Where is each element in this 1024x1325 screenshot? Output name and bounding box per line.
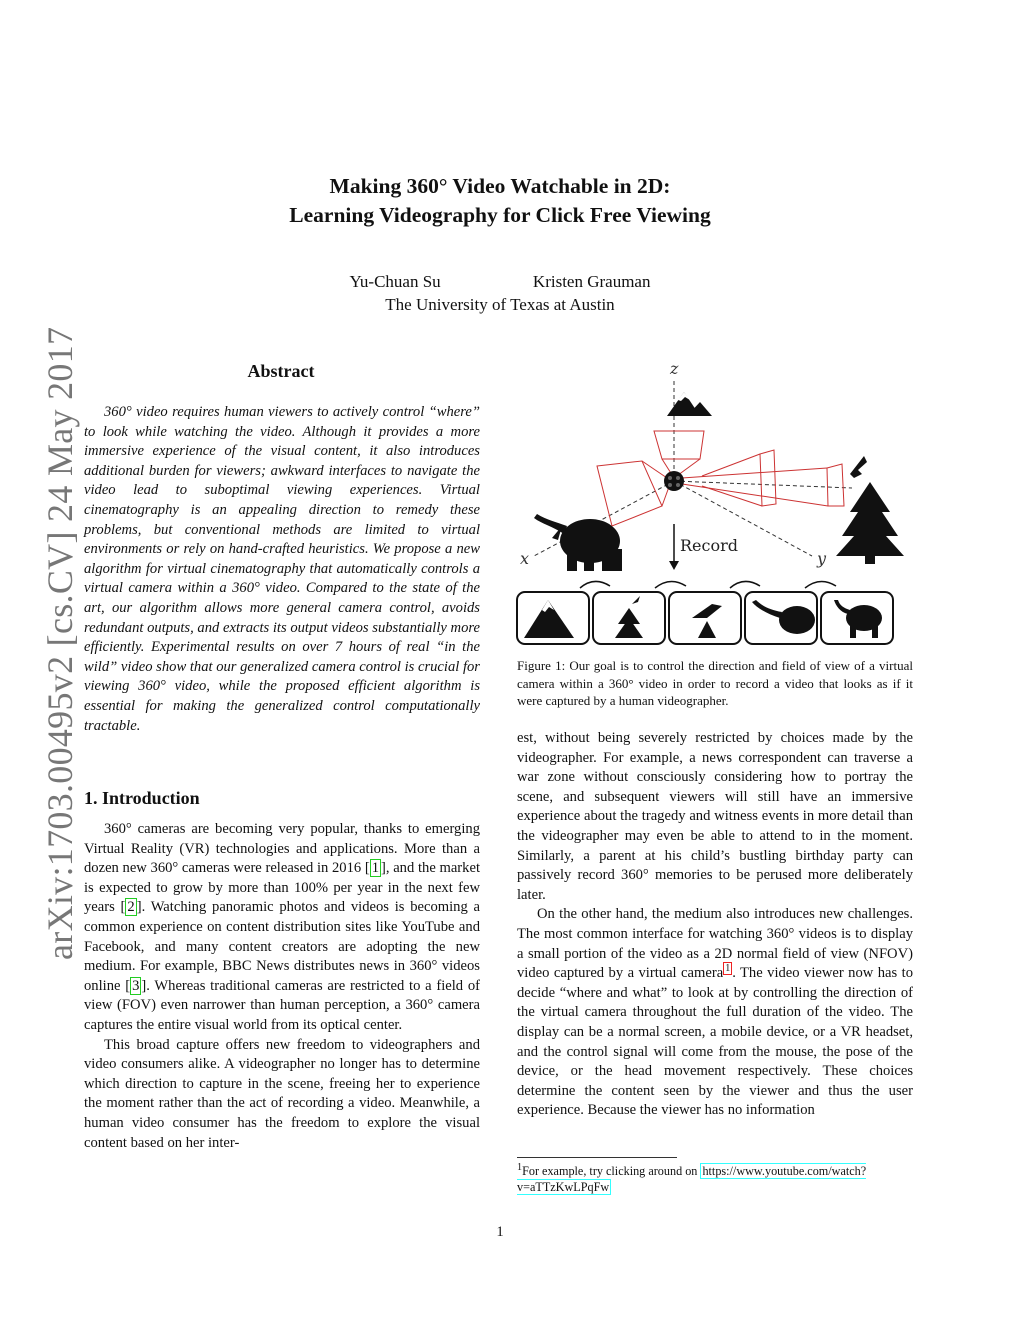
intro-paragraph-1: 360° cameras are becoming very popular, thanks to emerging Virtual Reality (VR) technologies and applications. More than a dozen new 360° cameras were released in 2016 [ 1 ], and the market is expected to grow by more than 100% per year in the next few years [ 2 ]. Watching panoramic photos and videos is becoming a common experience on content distribution sites like YouTube and Facebook, and many content creators are adopting the new medium. For example, BBC News distributes news in 360° videos online [ 3 ]. Whereas traditional cameras are restricted to a field of view (FOV) even narrower than human perception, a 360° camera captures the entire visual world from its optical center. bbox=[84, 821, 480, 1033]
camera-360-icon bbox=[664, 471, 684, 491]
figure-1-illustration bbox=[512, 356, 912, 651]
abstract-text: 360° video requires human viewers to actively control “where” to look while watching the video. Although it provides a more immersive experience of the visual content, it also introduces additional burden for viewers; awkward interfaces to navigate the video lead to suboptimal viewing experiences. Virtual cinematography is an appealing direction to remedy these problems, but conventional methods are limited to virtual environments or rely on hand-crafted heuristics. We propose a new algorithm for virtual cinematography that automatically controls a virtual camera within a 360° video. Compared to the state of the art, our algorithm allows more general camera control, avoids redundant outputs, and extracts its output videos substantially more efficiently. Experimental results on over 7 hours of real “in the wild” video show that our generalized camera control is crucial for viewing 360° video, while the proposed efficient algorithm is essential for making the generalized control computationally tractable. bbox=[84, 404, 480, 734]
abstract-heading: Abstract bbox=[247, 361, 315, 381]
author-2: Kristen Grauman bbox=[532, 272, 651, 291]
citation-link-2[interactable]: 2 bbox=[127, 899, 135, 916]
arxiv-identifier: arXiv:1703.00495v2 [cs.CV] 24 May 2017 bbox=[40, 326, 80, 960]
elephant-icon bbox=[534, 514, 622, 571]
record-label: Record bbox=[680, 536, 738, 555]
eagle-icon bbox=[850, 456, 867, 478]
title-line-1: Making 360° Video Watchable in 2D: bbox=[329, 174, 671, 198]
footnote bbox=[517, 1160, 915, 1195]
youtube-link[interactable]: https://www.youtube.com/watch?v=aTTzKwLPqFw bbox=[517, 1164, 867, 1195]
figure-1-caption: Figure 1: Our goal is to control the direction and field of view of a virtual camera within a 360° video in order to record a video that looks as if it were captured by a human videographer. bbox=[517, 658, 913, 709]
citation-link-3[interactable]: 3 bbox=[132, 977, 140, 994]
page-number: 1 bbox=[496, 1224, 504, 1240]
axis-y-label: y bbox=[817, 549, 827, 568]
output-frames bbox=[517, 592, 893, 644]
paper-title bbox=[0, 172, 1000, 230]
section-heading-introduction: 1. Introduction bbox=[84, 788, 200, 808]
footnote-divider bbox=[517, 1157, 677, 1158]
intro-paragraph-2: This broad capture offers new freedom to videographers and video consumers alike. A videographer no longer has to determine which direction to capture in the scene, freeing her to experience the moment rather than the act of recording a video. Meanwhile, a human video consumer has the freedom to explore the visual content based on her inter- bbox=[84, 1036, 480, 1151]
author-1: Yu-Chuan Su bbox=[349, 272, 441, 291]
title-line-2: Learning Videography for Click Free Viewing bbox=[289, 203, 711, 227]
figure-1 bbox=[512, 356, 912, 651]
record-arrow-icon bbox=[669, 524, 679, 570]
sequence-arrows bbox=[580, 581, 836, 588]
camera-frustum-lines bbox=[597, 431, 844, 526]
affiliation: The University of Texas at Austin bbox=[385, 295, 615, 314]
right-paragraph-1: est, without being severely restricted by choices made by the videographer. For example, a news correspondent can traverse a war zone without consciously considering how to portray the scene, and subsequent viewers will still have an immersive experience about the tragedy and witness events in more detail than the videographer may even be able to attend to in the moment. Similarly, a parent at his child’s bustling birthday party can passively record 360° memories to be perused more deliberately later. bbox=[517, 730, 913, 903]
tree-icon bbox=[836, 482, 904, 564]
arxiv-sidebar bbox=[14, 326, 80, 960]
right-column-body bbox=[517, 729, 913, 1121]
footnote-text: For example, try clicking around on bbox=[522, 1164, 701, 1179]
citation-link-1[interactable]: 1 bbox=[371, 860, 380, 877]
axis-z-label: z bbox=[670, 359, 679, 378]
right-paragraph-2: On the other hand, the medium also introduces new challenges. The most common interface for watching 360° videos is to display a small portion of the video as a 2D normal field of view (NFOV) video captured by a virtual camera $^1$ . The video viewer now has to decide “where and what” to look at by controlling the direction of the virtual camera throughout the full duration of the video. The display can be a normal screen, a mobile device, or a VR headset, and the control signal will come from the mouse, the pose of the device, or the head movement respectively. These choices determine the content seen by the viewer and thus the user experience. Because the viewer has no information bbox=[517, 906, 913, 1119]
author-block bbox=[0, 270, 1000, 316]
left-column-body bbox=[84, 820, 480, 1153]
axis-x-label: x bbox=[520, 549, 530, 568]
footnote-number: 1 bbox=[517, 1162, 523, 1173]
footnote-marker-link[interactable]: 1 bbox=[725, 963, 731, 975]
